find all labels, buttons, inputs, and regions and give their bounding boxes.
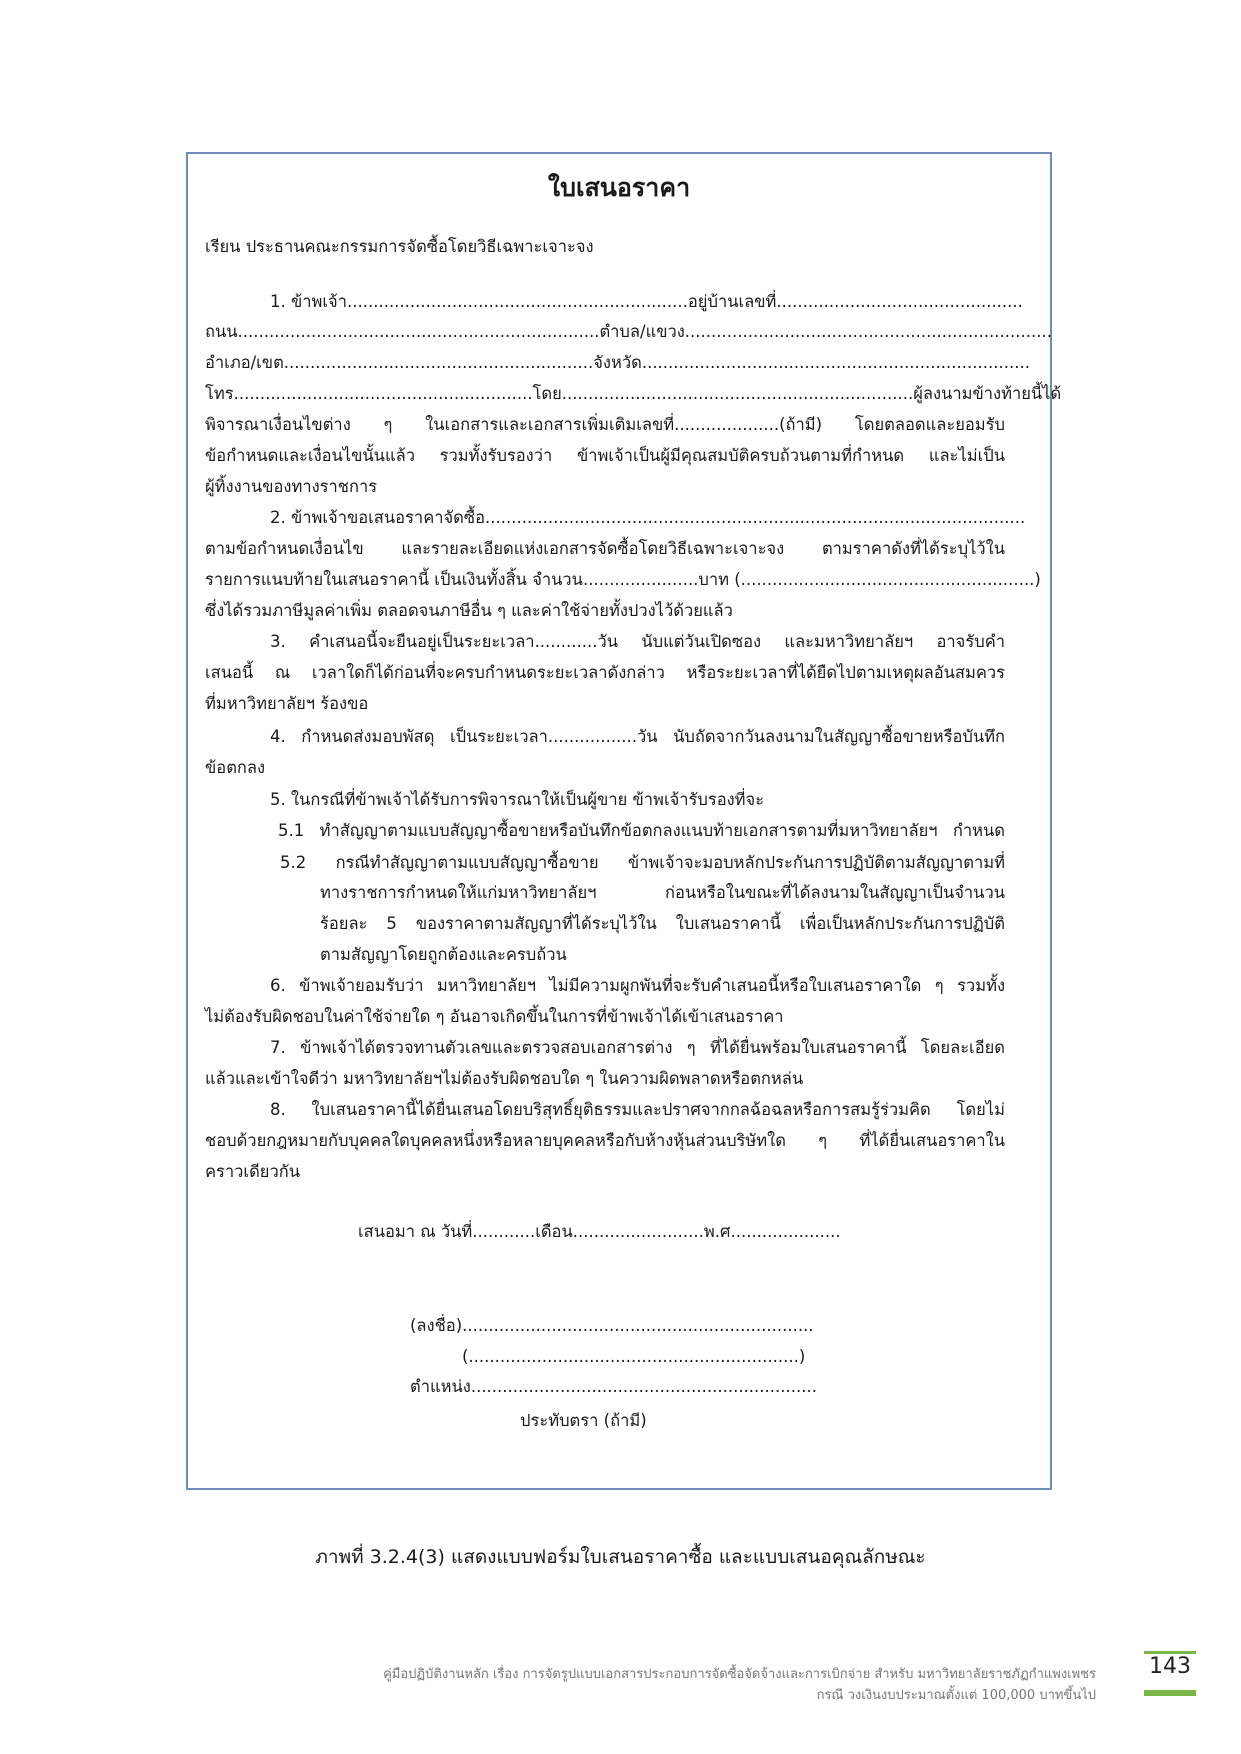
form-line: ผู้ทิ้งงานของทางราชการ [205,477,378,496]
signature-line: (ลงชื่อ)................................................................... [410,1316,814,1335]
form-line: 6. ข้าพเจ้ายอมรับว่า มหาวิทยาลัยฯ ไม่มีความผูกพันที่จะรับคำเสนอนี้หรือใบเสนอราคาใด ๆ รวมทั้ง [270,976,1005,995]
form-line: 5.2 กรณีทำสัญญาตามแบบสัญญาซื้อขาย ข้าพเจ้าจะมอบหลักประกันการปฏิบัติตามสัญญาตามที่ [280,853,1005,872]
page-number: 143 [1149,1654,1191,1679]
page-number-rule-bottom [1144,1690,1196,1696]
form-line: ข้อกำหนดและเงื่อนไขนั้นแล้ว รวมทั้งรับรองว่า ข้าพเจ้าเป็นผู้มีคุณสมบัติครบถ้วนตามที่กำหนด และไม่เป็น [205,446,1005,465]
form-line: ชอบด้วยกฎหมายกับบุคคลใดบุคคลหนึ่งหรือหลายบุคคลหรือกับห้างหุ้นส่วนบริษัทใด ๆ ที่ได้ยื่นเสนอราคาใน [205,1131,1005,1150]
submitted-date: เสนอมา ณ วันที่............เดือน.........................พ.ศ..................... [358,1222,841,1241]
addressee: เรียน ประธานคณะกรรมการจัดซื้อโดยวิธีเฉพาะเจาะจง [205,237,594,256]
stamp-note: ประทับตรา (ถ้ามี) [520,1411,647,1430]
form-line: 5. ในกรณีที่ข้าพเจ้าได้รับการพิจารณาให้เป็นผู้ขาย ข้าพเจ้ารับรองที่จะ [270,790,765,809]
form-line: ถนน.....................................................................ตำบล/แขวง...................................................................... [205,322,1052,341]
form-line: 5.1 ทำสัญญาตามแบบสัญญาซื้อขายหรือบันทึกข้อตกลงแนบท้ายเอกสารตามที่มหาวิทยาลัยฯ กำหนด [278,821,1005,840]
form-line: รายการแนบท้ายในเสนอราคานี้ เป็นเงินทั้งสิ้น จำนวน......................บาท (........................................................) [205,570,1041,589]
form-line: 4. กำหนดส่งมอบพัสดุ เป็นระยะเวลา.................วัน นับถัดจากวันลงนามในสัญญาซื้อขายหรือบันทึก [270,727,1005,746]
form-line: 3. คำเสนอนี้จะยืนอยู่เป็นระยะเวลา............วัน นับแต่วันเปิดซอง และมหาวิทยาลัยฯ อาจรับคำ [270,632,1005,651]
form-line: ทางราชการกำหนดให้แก่มหาวิทยาลัยฯ ก่อนหรือในขณะที่ได้ลงนามในสัญญาเป็นจำนวน [320,883,1005,902]
signer-name-line: (...............................................................) [462,1347,806,1366]
form-line: โทร.........................................................โดย...................................................................ผู้ลงนามข้างท้ายนี้ได้ [205,384,1062,403]
form-line: 1. ข้าพเจ้า.................................................................อยู่บ้านเลขที่............................................... [270,292,1023,311]
figure-caption: ภาพที่ 3.2.4(3) แสดงแบบฟอร์มใบเสนอราคาซื้อ และแบบเสนอคุณลักษณะ [315,1546,926,1568]
form-line: ร้อยละ 5 ของราคาตามสัญญาที่ได้ระบุไว้ใน ใบเสนอราคานี้ เพื่อเป็นหลักประกันการปฏิบัติ [320,914,1005,933]
form-line: 8. ใบเสนอราคานี้ได้ยื่นเสนอโดยบริสุทธิ์ยุติธรรมและปราศจากกลฉ้อฉลหรือการสมรู้ร่วมคิด โดยไม่ [270,1100,1005,1119]
form-line: ไม่ต้องรับผิดชอบในค่าใช้จ่ายใด ๆ อันอาจเกิดขึ้นในการที่ข้าพเจ้าได้เข้าเสนอราคา [205,1007,784,1026]
form-line: 2. ข้าพเจ้าขอเสนอราคาจัดซื้อ....................................................................................................... [270,508,1026,527]
form-line: คราวเดียวกัน [205,1162,300,1181]
form-line: ตามข้อกำหนดเงื่อนไข และรายละเอียดแห่งเอกสารจัดซื้อโดยวิธีเฉพาะเจาะจง ตามราคาดังที่ได้ระบุไว้ใน [205,539,1005,558]
position-line: ตำแหน่ง.................................................................. [410,1377,817,1396]
form-line: 7. ข้าพเจ้าได้ตรวจทานตัวเลขและตรวจสอบเอกสารต่าง ๆ ที่ได้ยื่นพร้อมใบเสนอราคานี้ โดยละเอียด [270,1038,1005,1057]
footer-title: คู่มือปฏิบัติงานหลัก เรื่อง การจัดรูปแบบเอกสารประกอบการจัดซื้อจัดจ้างและการเบิกจ่าย สำหรับ มหาวิทยาลัยราชภัฏกำแพงเพชร [383,1667,1096,1682]
form-line: ที่มหาวิทยาลัยฯ ร้องขอ [205,694,369,713]
form-line: พิจารณาเงื่อนไขต่าง ๆ ในเอกสารและเอกสารเพิ่มเติมเลขที่....................(ถ้ามี) โดยตลอดและยอมรับ [205,415,1005,434]
form-line: ข้อตกลง [205,758,266,777]
form-line: ซึ่งได้รวมภาษีมูลค่าเพิ่ม ตลอดจนภาษีอื่น ๆ และค่าใช้จ่ายทั้งปวงไว้ด้วยแล้ว [205,601,733,620]
form-line: อำเภอ/เขต...........................................................จังหวัด.......................................................................... [205,353,1030,372]
form-line: ตามสัญญาโดยถูกต้องและครบถ้วน [320,945,567,964]
footer-subtitle: กรณี วงเงินงบประมาณตั้งแต่ 100,000 บาทขึ้นไป [816,1688,1096,1703]
form-line: เสนอนี้ ณ เวลาใดก็ได้ก่อนที่จะครบกำหนดระยะเวลาดังกล่าว หรือระยะเวลาที่ได้ยืดไปตามเหตุผลอันสมควร [205,663,1005,682]
form-line: แล้วและเข้าใจดีว่า มหาวิทยาลัยฯไม่ต้องรับผิดชอบใด ๆ ในความผิดพลาดหรือตกหล่น [205,1069,804,1088]
form-title: ใบเสนอราคา [547,173,691,202]
